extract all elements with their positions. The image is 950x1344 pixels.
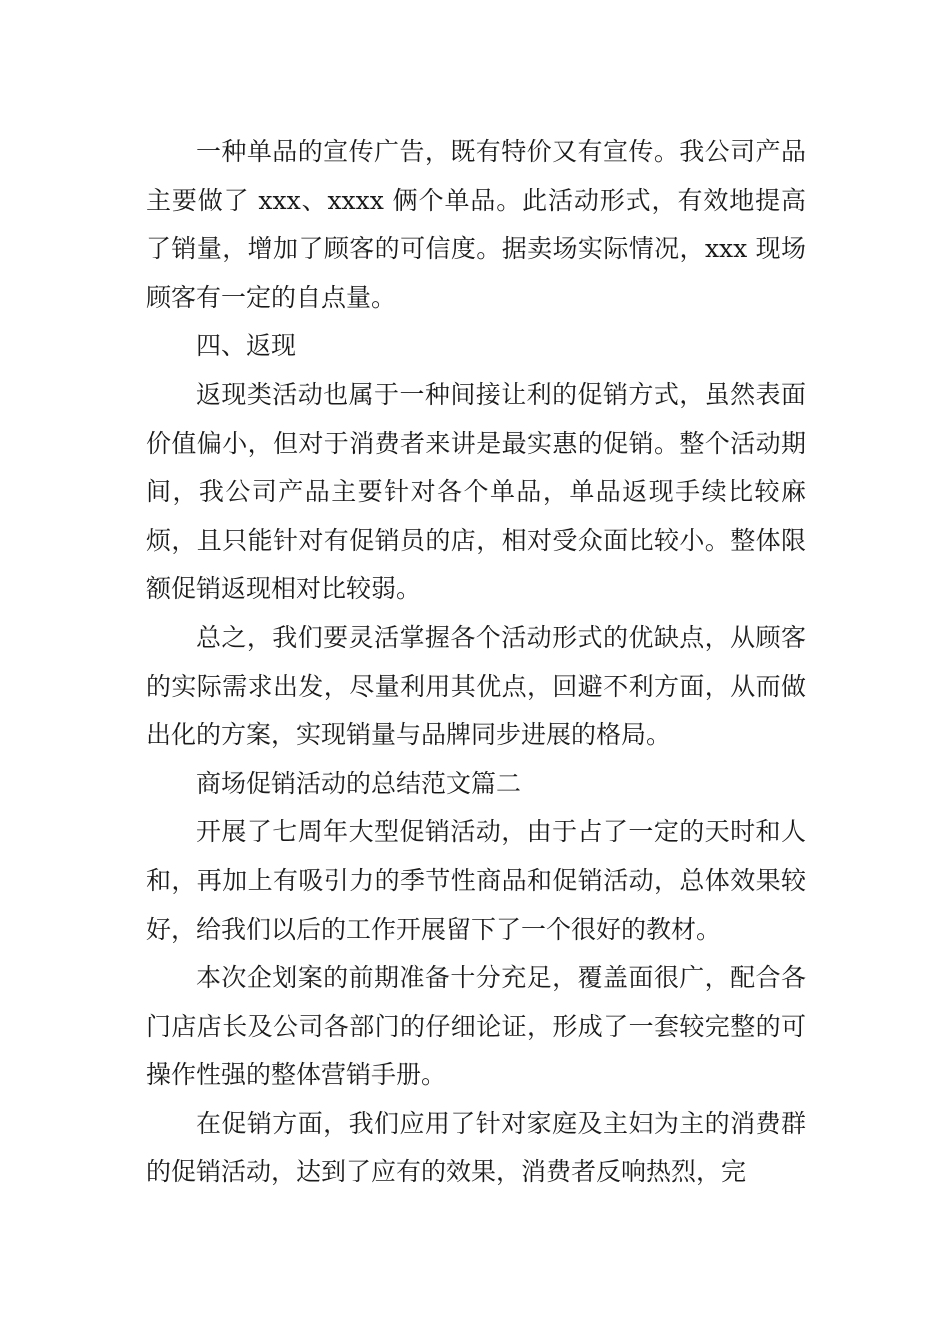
paragraph-cashback: 返现类活动也属于一种间接让利的促销方式，虽然表面价值偏小，但对于消费者来讲是最实惠的促销。整个活动期间，我公司产品主要针对各个单品，单品返现手续比较麻烦，且只能针对有促销员的店，相对受众面比较小。整体限额促销返现相对比较弱。	[146, 379, 806, 604]
paragraph-promotion-aspect: 在促销方面，我们应用了针对家庭及主妇为主的消费群的促销活动，达到了应有的效果，消费者反响热烈，完	[146, 1108, 806, 1187]
paragraph-single-product-ad: 一种单品的宣传广告，既有特价又有宣传。我公司产品主要做了 xxx、xxxx 俩个单品。此活动形式，有效地提高了销量，增加了顾客的可信度。据卖场实际情况，xxx 现场顾客有一定的自点量。	[146, 137, 806, 312]
section-heading-part-two: 商场促销活动的总结范文篇二	[196, 768, 522, 798]
section-heading-cashback: 四、返现	[196, 331, 297, 361]
paragraph-planning: 本次企划案的前期准备十分充足，覆盖面很广，配合各门店店长及公司各部门的仔细论证，形成了一套较完整的可操作性强的整体营销手册。	[146, 963, 806, 1090]
document-body	[146, 128, 806, 1197]
paragraph-anniversary-promotion: 开展了七周年大型促销活动，由于占了一定的天时和人和，再加上有吸引力的季节性商品和促销活动，总体效果较好，给我们以后的工作开展留下了一个很好的教材。	[146, 817, 806, 944]
paragraph-conclusion: 总之，我们要灵活掌握各个活动形式的优缺点，从顾客的实际需求出发，尽量利用其优点，回避不利方面，从而做出化的方案，实现销量与品牌同步进展的格局。	[146, 622, 806, 750]
